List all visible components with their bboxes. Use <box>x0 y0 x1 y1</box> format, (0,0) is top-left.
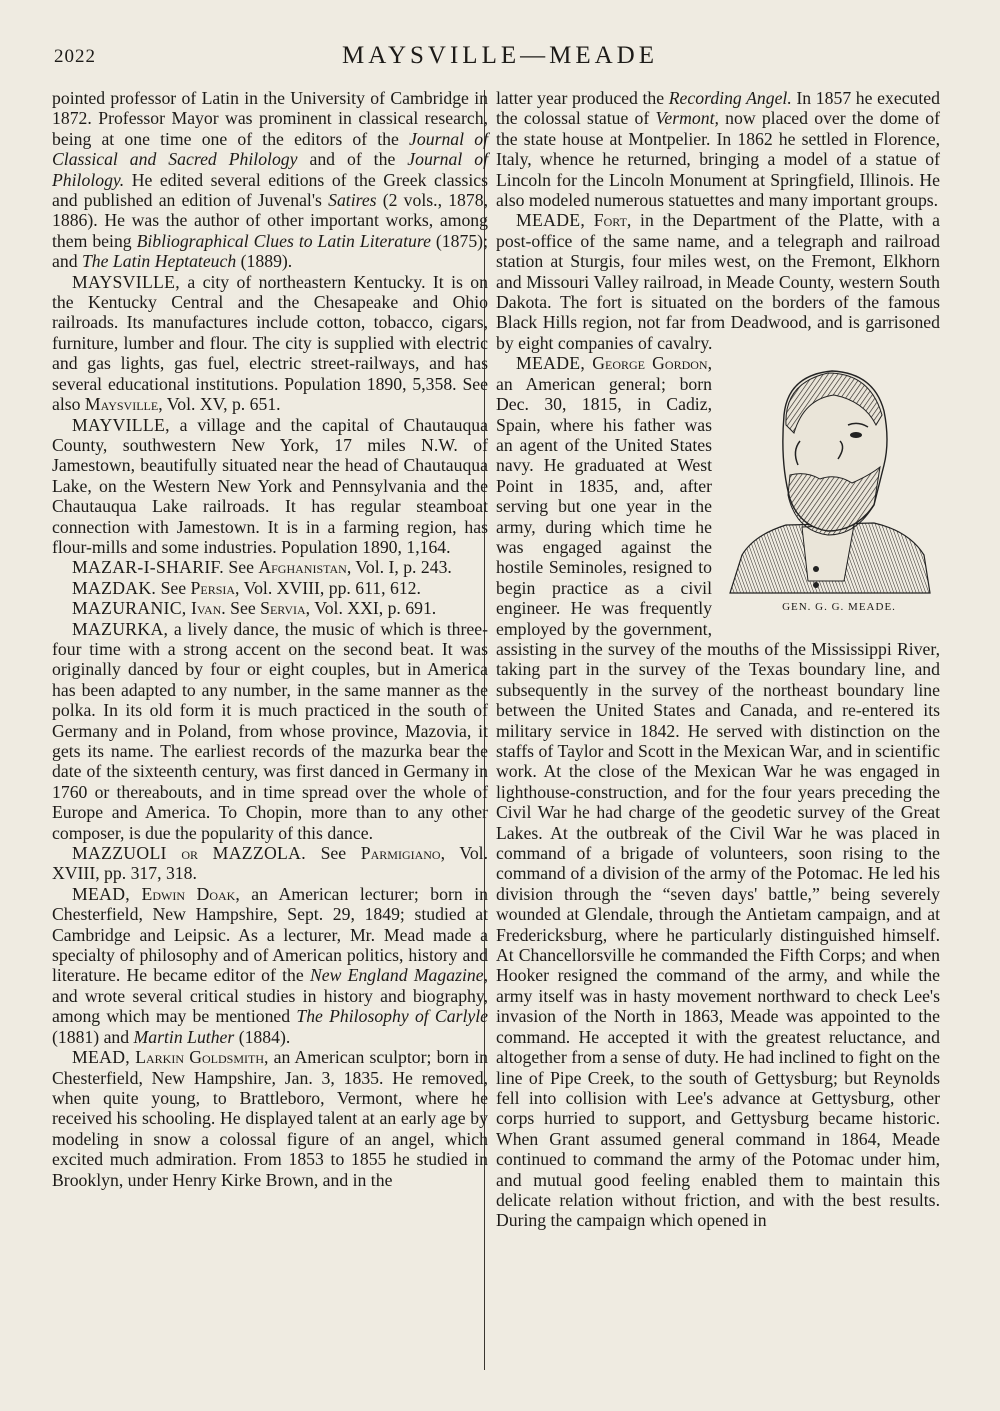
text: See <box>156 577 191 598</box>
entry-mead-edwin <box>52 884 488 1047</box>
headword: MAZDAK. <box>72 577 157 598</box>
headword: MAYVILLE, <box>72 414 170 435</box>
text: Vol. XVIII, pp. 611, 612. <box>239 577 421 598</box>
text: and of the <box>297 149 408 170</box>
headword: MAYSVILLE, <box>72 271 180 292</box>
italic-title: Journal of Philology. <box>52 149 489 190</box>
headword: MAZZOLA. <box>212 843 306 864</box>
text: (1881) and <box>52 1026 134 1047</box>
headword-forename: Larkin Goldsmith, <box>130 1047 269 1068</box>
text: (1875); and <box>52 230 488 272</box>
entry-mazuranic <box>52 598 488 618</box>
headword-forename: Edwin Doak, <box>130 883 240 904</box>
text: an American sculptor; born in Chesterfield, New Hampshire, Jan. 3, 1835. He removed, when quite young, to Brattleboro, Vermont, where he received his schooling. He displayed talent at an early age by modeling in snow a colossal figure of an angel, which excited much admiration. From 1853 to 1855 he studied in Brooklyn, under Henry Kirke Brown, and in the <box>52 1047 488 1190</box>
portrait-caption: GEN. G. G. MEADE. <box>782 601 896 614</box>
cross-reference: Maysville, <box>84 394 163 415</box>
headword: MEADE, <box>516 353 586 374</box>
italic-title: Satires <box>328 190 377 211</box>
headword: MEADE, <box>516 210 586 231</box>
text: and wrote several critical studies in history and biography, among which may be mentioned <box>52 985 488 1027</box>
text: now placed over the dome of the state house at Montpelier. In 1862 he settled in Florence, Italy, whence he returned, bringing a model of a statue of Lincoln for the Lincoln Monument at Springfield, Illinois. He also modeled numerous statuettes and many important groups. <box>496 108 940 211</box>
text: a city of northeastern Kentucky. It is on the Kentucky Central and the Chesapeake and Ohio railroads. Its manufactures include cotton, tobacco, cigars, furniture, lumber and flour. The city is supplied with electric and gas lights, gas fuel, electric street-railways, and has several educational institutions. Population 1890, 5,358. See also <box>52 271 488 415</box>
italic-title: New England Magazine, <box>309 965 489 986</box>
text: See <box>305 843 361 864</box>
cross-reference: Parmigiano, <box>360 843 446 864</box>
text: latter year produced the <box>496 88 669 108</box>
text: See <box>225 598 261 619</box>
entry-mazzuoli <box>52 843 488 884</box>
cross-reference: Persia, <box>190 577 240 598</box>
entry-mazar-i-sharif <box>52 557 488 577</box>
italic-title: Journal of Classical and Sacred Philology <box>52 128 488 170</box>
text: See <box>223 557 259 578</box>
text: Vol. XXI, p. 691. <box>310 598 437 619</box>
headword: MEAD, <box>72 1047 130 1068</box>
headword: MAZURKA, <box>72 618 169 639</box>
text: an American general; born Dec. 30, 1815, in Cadiz, Spain, where his father was an agent of the United States navy. He graduated at West Point in 1835, and, after serving but one year in the army, during which time he was engaged against the hostile Seminoles, resigned to begin practice as a civil engineer. He was frequently employed by the government, assisting in the survey of the mouths of the Mississippi River, taking part in the survey of the Texas boundary line, and subsequently in the survey of the northeast boundary line between the United States and Canada, and re-entered its military service in 1842. He served with distinction on the staffs of Taylor and Scott in the Mexican War, and in scientific work. At the close of the Mexican War he was engaged in lighthouse-construction, and for the four years preceding the Civil War he had charge of the geodetic survey of the Great Lakes. At the outbreak of the Civil War he was placed in command of a brigade of volunteers, soon rising to the command of a division of the army of the Potomac. He led his division through the “seven days' battle,” being severely wounded at Glendale, through the Antietam campaign, and at Fredericksburg, where he particularly distinguished himself. At Chancellorsville he commanded the Fifth Corps; and when Hooker resigned the command of the army, and while the army itself was in hasty movement northward to check Lee's invasion of the North in 1863, Meade was appointed to the command. He accepted it with the greatest reluctance, and altogether from a sense of duty. He had inclined to fight on the line of Pipe Creek, to the south of Gettysburg; but Reynolds fell into collision with Lee's advance at Gettysburg, other corps hurried to support, and Gettysburg became historic. When Grant assumed general command in 1864, Meade continued to command the army of the Potomac under him, and mutual good feeling enabled them to maintain this delicate relation without friction, and with the best results. During the campaign which opened in <box>496 373 940 1231</box>
entry-mazdak <box>52 578 488 598</box>
entry-meade-george <box>496 353 940 1230</box>
italic-title: Vermont, <box>655 108 719 129</box>
italic-title: The Philosophy of Carlyle <box>296 1006 488 1027</box>
entry-mead-larkin-continued <box>496 88 940 210</box>
meade-portrait-engraving <box>724 355 934 595</box>
text: He edited several editions of the Greek classics and published an edition of Juvenal's <box>52 169 488 211</box>
headword: MAZAR-I-SHARIF. <box>72 557 224 578</box>
entry-mazurka <box>52 619 488 843</box>
text: pointed professor of Latin in the University of Cambridge in 1872. Professor Mayor was prominent in classical research, being at one time one of the editors of the <box>52 88 488 149</box>
italic-title: Recording Angel. <box>668 88 792 108</box>
italic-title: Martin Luther <box>133 1026 235 1047</box>
right-column <box>496 88 940 1231</box>
text: (2 vols., 1878, 1886). He was the author of other important works, among them being <box>52 190 488 251</box>
cross-reference: Afghanistan, <box>258 557 352 578</box>
text: a village and the capital of Chautauqua County, southwestern New York, 17 miles N.W. of Jamestown, beautifully situated near the head of Chautauqua Lake, on the Western New York and Pennsylvania and the Chautauqua Lake railroads. It has regular steamboat connection with Jamestown. It is in a farming region, has flour-mills and some industries. Population 1890, 1,164. <box>52 414 488 557</box>
text: an American lecturer; born in Chesterfield, New Hampshire, Sept. 29, 1849; studied at Cambridge and Leipsic. As a lecturer, Mr. Mead made a specialty of philosophy and of American politics, history and literature. He became editor of the <box>52 883 489 986</box>
text: Vol. XVIII, pp. 317, 318. <box>52 843 489 884</box>
entry-maysville <box>52 272 488 415</box>
text: a lively dance, the music of which is three-four time with a strong accent on the second beat. It was originally danced by four or eight couples, but in America has been adapted to any number, in the same manner as the polka. In its old form it is much practiced in the south of Germany and in Poland, from whose province, Mazovia, it gets its name. The earliest records of the mazurka bear the date of the sixteenth century, was first danced in Germany in 1760 or thereabouts, and in time spread over the whole of Europe and America. To Chopin, more than to any other composer, is due the popularity of this dance. <box>52 618 488 843</box>
headword: MAZURANIC, <box>72 598 187 619</box>
entry-meade-fort <box>496 210 940 353</box>
text: In 1857 he executed the colossal statue of <box>496 88 940 129</box>
left-column <box>52 88 488 1190</box>
italic-title: Bibliographical Clues to Latin Literature <box>136 230 431 251</box>
headword-forename: Fort, <box>585 210 632 231</box>
text: in the Department of the Platte, with a post-office of the same name, and a telegraph and railroad station at Sturgis, four miles west, on the Fremont, Elkhorn and Missouri Valley railroad, in Meade County, western South Dakota. The fort is situated on the borders of the famous Black Hills region, not far from Deadwood, and is garrisoned by eight companies of cavalry. <box>496 210 940 353</box>
headword: MEAD, <box>72 883 130 904</box>
page-number: 2022 <box>54 46 96 67</box>
entry-mayor-continued <box>52 88 488 272</box>
headword-forename: Ivan. <box>186 598 226 619</box>
cross-reference: Servia, <box>260 598 311 619</box>
text: Vol. XV, p. 651. <box>162 394 281 415</box>
text: (1884). <box>234 1026 291 1047</box>
entry-mayville <box>52 415 488 558</box>
text: (1889). <box>236 251 293 272</box>
portrait-figure <box>718 355 940 623</box>
text: Vol. I, p. 243. <box>351 557 452 578</box>
entry-mead-larkin <box>52 1047 488 1190</box>
headword: MAZZUOLI <box>72 843 167 864</box>
headword-forename: George Gordon, <box>585 353 712 374</box>
text: or <box>166 843 213 864</box>
running-title: MAYSVILLE—MEADE <box>341 42 659 69</box>
italic-title: The Latin Heptateuch <box>81 251 237 272</box>
